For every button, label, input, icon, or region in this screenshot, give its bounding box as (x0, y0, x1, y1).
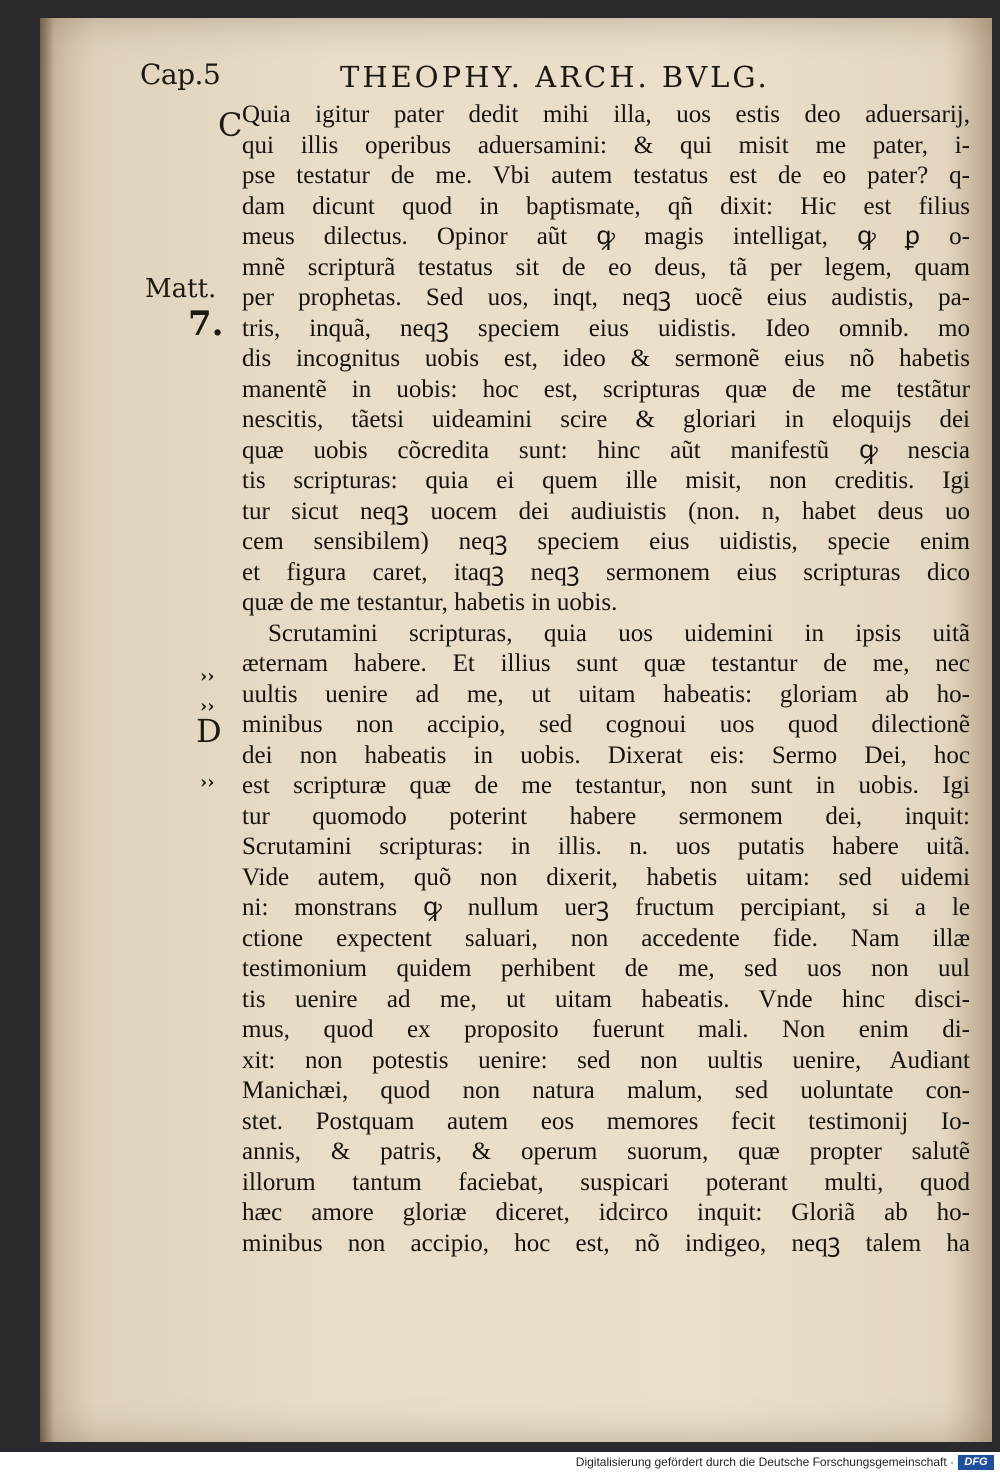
dfg-logo: DFG (958, 1455, 994, 1470)
text-line: dei non habeatis in uobis. Dixerat eis: Sermo Dei, hoc (242, 741, 970, 769)
text-line: ctione expectent saluari, non accedente fide. Nam illæ (242, 924, 970, 952)
text-line: nescitis, tãetsi uideamini scire & gloriari in eloquijs dei (242, 406, 970, 433)
margin-quote-mark: ›› (200, 772, 215, 793)
text-line: Vide autem, quõ non dixerit, habetis uitam: sed uidemi (242, 863, 970, 891)
margin-section-letter-c: C (218, 106, 243, 144)
text-line: tris, inquã, neqꝫ speciem eius uidistis. Ideo omnib. mo (242, 314, 970, 342)
text-line: mus, quod ex proposito fuerunt mali. Non enim di- (242, 1016, 970, 1043)
book-page (40, 18, 992, 1442)
text-line: hæc amore gloriæ diceret, idcirco inquit: Gloriã ab ho- (242, 1199, 970, 1226)
text-line: cem sensibilem) neqꝫ speciem eius uidistis, speciе enim (242, 528, 970, 555)
body-text (242, 100, 970, 1259)
page-spine-shadow (40, 18, 54, 1442)
text-line: stet. Postquam autem eos memores fecit testimonij Io- (242, 1107, 970, 1135)
text-line: testimonium quidem perhibent de me, sed uos non uul (242, 955, 970, 982)
text-line: Quia igitur pater dedit mihi illa, uos estis deo aduersarij, (242, 101, 970, 128)
text-line: manentẽ in uobis: hoc est, scripturas quæ de me testãtur (242, 375, 970, 403)
text-line: minibus non accipio, sed cognoui uos quod dilectionẽ (242, 711, 970, 738)
text-line: mnẽ scripturã testatus sit de eo deus, tã per legem, quam (242, 253, 970, 281)
funding-credit: Digitalisierung gefördert durch die Deutsche Forschungsgemeinschaft · (575, 1455, 954, 1469)
text-line: est scripturæ quæ de me testantur, non sunt in uobis. Igi (242, 772, 970, 799)
running-head (140, 58, 940, 102)
digitization-footer (0, 1452, 1000, 1474)
text-line: Scrutamini scripturas: in illis. n. uos putatis habere uitã. (242, 833, 970, 860)
margin-reference-number: 7. (188, 304, 224, 344)
margin-reference-book: Matt. (145, 274, 217, 304)
text-line: tis uenire ad me, ut uitam habeatis. Vnde hinc disci- (242, 985, 970, 1013)
text-line: tis scripturas: quia ei quem ille misit, non creditis. Igi (242, 467, 970, 494)
text-line: ni: monstrans ꝙ nullum uerꝫ fructum percipiant, si a le (242, 894, 970, 921)
text-line: tur sicut neqꝫ uocem dei audiuistis (non. n, habet deus uo (242, 497, 970, 525)
margin-quote-mark: ›› (200, 696, 215, 717)
text-line: illorum tantum faciebat, suspicari poterant multi, quod (242, 1168, 970, 1196)
text-line: quæ de me testantur, habetis in uobis. (242, 589, 618, 616)
margin-quote-mark: ›› (200, 666, 215, 687)
text-line: annis, & patris, & operum suorum, quæ propter salutẽ (242, 1138, 970, 1165)
text-line: quæ uobis cõcredita sunt: hinc aũt manifestũ ꝙ nescia (242, 436, 970, 464)
text-line: qui illis operibus aduersamini: & qui misit me pater, i- (242, 131, 970, 159)
text-line: per prophetas. Sed uos, inqt, neqꝫ uocẽ eius audistis, pa- (242, 284, 970, 311)
text-line: æternam habere. Et illius sunt quæ testantur de me, nec (242, 650, 970, 677)
text-line: Manichæi, quod non natura malum, sed uoluntate con- (242, 1077, 970, 1104)
running-head-title: THEOPHY. ARCH. BVLG. (340, 60, 770, 94)
text-line: meus dilectus. Opinor aũt ꝙ magis intelligat, ꝙ ꝑ o- (242, 223, 970, 250)
text-line: uultis uenire ad me, ut uitam habeatis: gloriam ab ho- (242, 680, 970, 708)
chapter-reference: Cap.5 (140, 58, 221, 91)
text-line: tur quomodo poterint habere sermonem dei, inquit: (242, 802, 970, 830)
margin-notes (140, 106, 243, 806)
text-line: xit: non potestis uenire: sed non uultis uenire, Audiant (242, 1046, 970, 1074)
margin-section-letter-d: D (196, 712, 222, 750)
text-line: Scrutamini scripturas, quia uos uidemini in ipsis uitã (268, 619, 970, 647)
text-line: pse testatur de me. Vbi autem testatus est de eo pater? q- (242, 162, 970, 189)
text-line: et figura caret, itaqꝫ neqꝫ sermonem eius scripturas dico (242, 558, 970, 586)
text-line: dis incognitus uobis est, ideo & sermonẽ eius nõ habetis (242, 345, 970, 372)
text-line: dam dicunt quod in baptismate, qñ dixit: Hic est filius (242, 192, 970, 220)
text-line: minibus non accipio, hoc est, nõ indigeo, neqꝫ talem ha (242, 1229, 970, 1257)
